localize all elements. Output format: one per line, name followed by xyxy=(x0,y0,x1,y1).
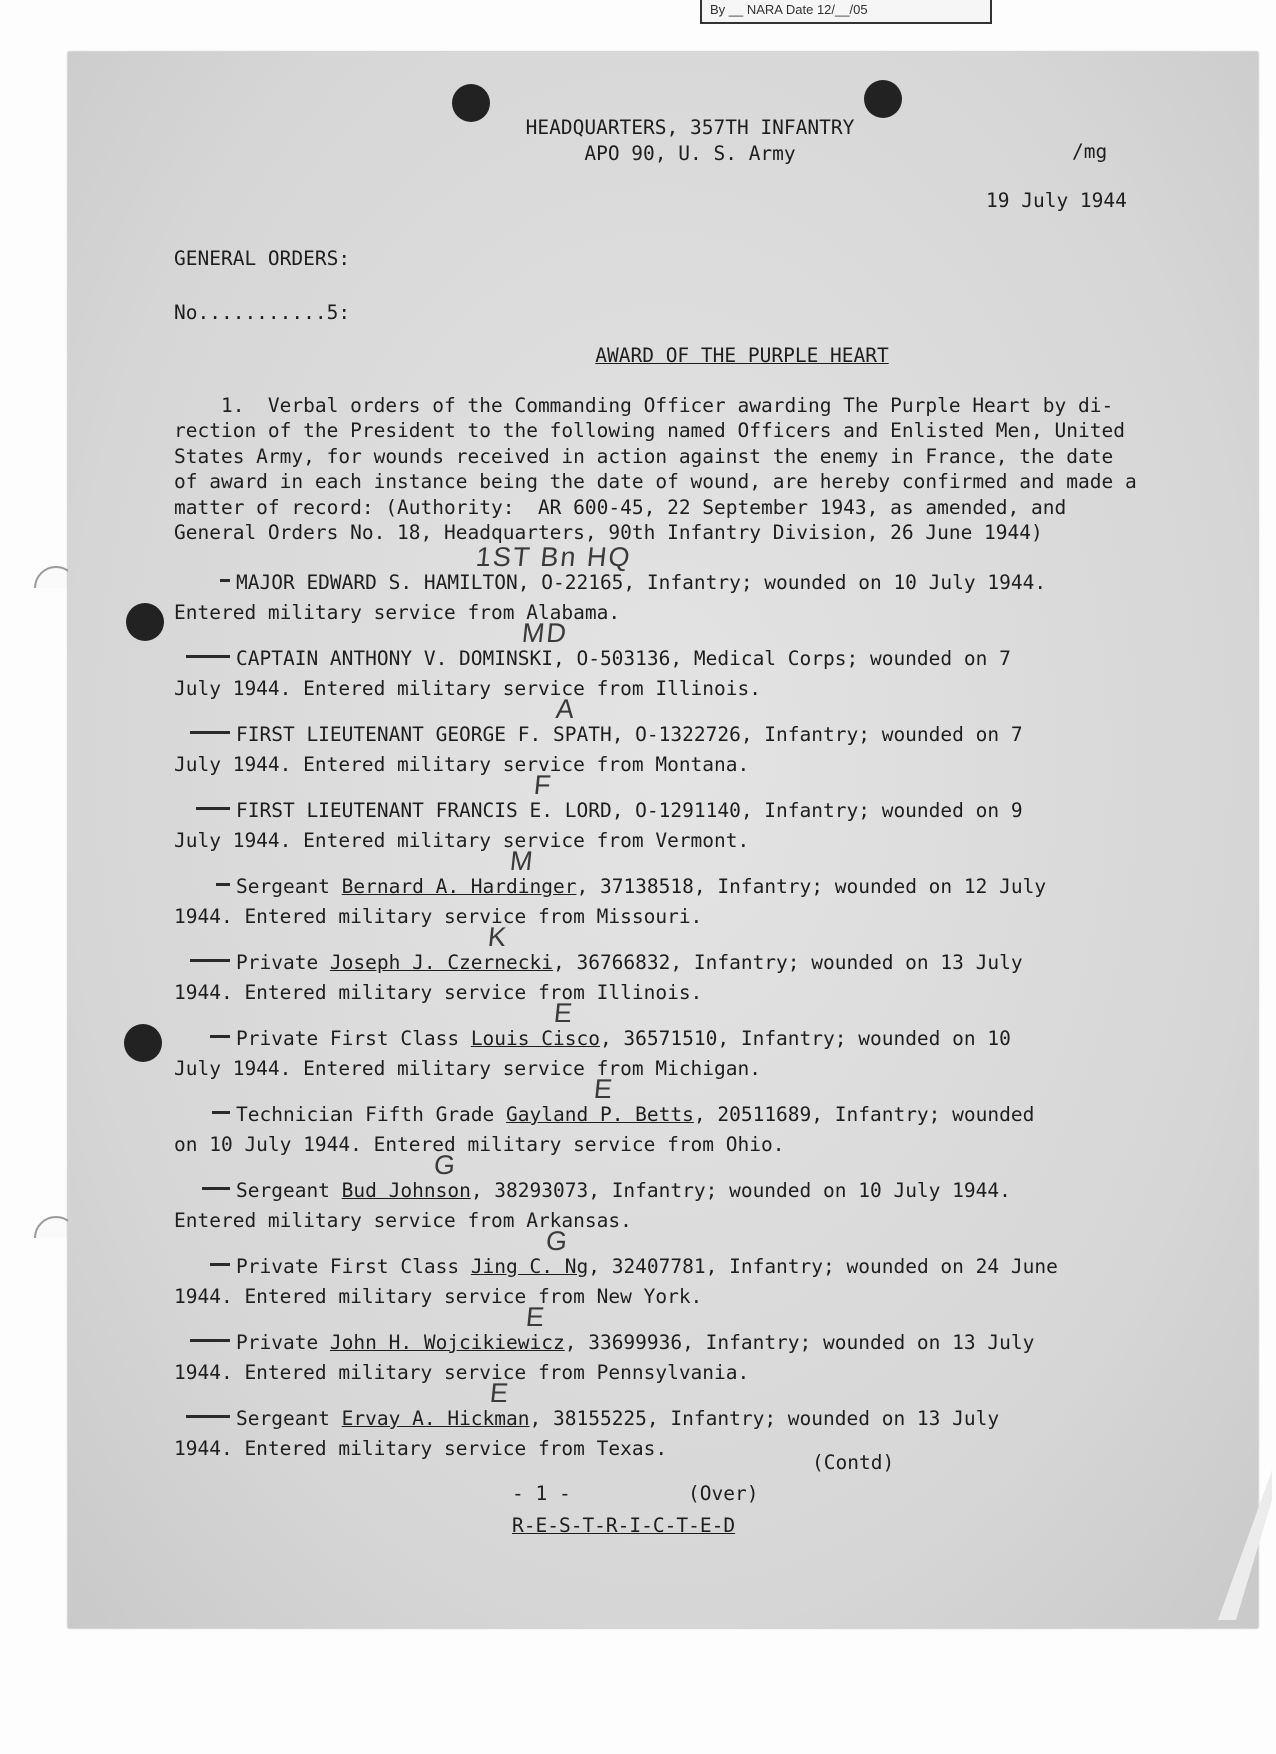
entry-details: , 32407781, Infantry; wounded on 24 June xyxy=(588,1255,1058,1278)
order-number: No...........5: xyxy=(174,301,351,324)
body-line: States Army, for wounds received in action against the enemy in France, the date xyxy=(174,444,1114,468)
header-unit: HEADQUARTERS, 357TH INFANTRY xyxy=(525,116,855,139)
award-entry xyxy=(236,649,1011,669)
award-entry-service: July 1944. Entered military service from Vermont. xyxy=(174,829,750,852)
entry-details: , O-1322726, Infantry; wounded on 7 xyxy=(611,723,1023,746)
award-entry xyxy=(236,877,1046,897)
award-entry xyxy=(236,1333,1034,1353)
rank-label: Sergeant xyxy=(236,1179,342,1202)
award-entry xyxy=(236,1257,1058,1277)
handwritten-unit-mark: K xyxy=(486,922,510,952)
award-entry xyxy=(236,725,1023,745)
award-entry-service: July 1944. Entered military service from Michigan. xyxy=(174,1057,761,1080)
award-entry-service: Entered military service from Arkansas. xyxy=(174,1209,632,1232)
check-mark xyxy=(212,1111,230,1114)
punch-hole xyxy=(864,80,902,118)
check-mark xyxy=(186,1415,230,1418)
recipient-name: Joseph J. Czernecki xyxy=(329,951,553,974)
handwritten-unit-mark: MD xyxy=(520,618,570,648)
entry-details: , 36766832, Infantry; wounded on 13 July xyxy=(552,951,1023,974)
award-entry xyxy=(236,953,1023,973)
award-entry-service: 1944. Entered military service from Illinois. xyxy=(174,981,703,1004)
order-date: 19 July 1944 xyxy=(986,189,1127,212)
handwritten-unit-mark: E xyxy=(592,1074,616,1104)
rank-label: FIRST LIEUTENANT GEORGE F. SPATH xyxy=(236,723,612,746)
handwritten-unit-mark: E xyxy=(524,1302,548,1332)
punch-hole xyxy=(126,603,164,641)
punch-hole xyxy=(124,1024,162,1062)
handwritten-unit-mark: A xyxy=(554,694,578,724)
handwritten-unit-mark: M xyxy=(508,846,537,876)
award-entry-service: on 10 July 1944. Entered military service from Ohio. xyxy=(174,1133,785,1156)
body-line: matter of record: (Authority: AR 600-45, 22 September 1943, as amended, and xyxy=(174,495,1067,519)
award-entry-service: July 1944. Entered military service from Illinois. xyxy=(174,677,761,700)
classification-marking: R-E-S-T-R-I-C-T-E-D xyxy=(512,1514,736,1537)
recipient-name: Ervay A. Hickman xyxy=(341,1407,530,1430)
award-entry xyxy=(236,801,1023,821)
recipient-name: Louis Cisco xyxy=(470,1027,600,1050)
entry-details: , O-22165, Infantry; wounded on 10 July 1944. xyxy=(517,571,1047,594)
header-apo: APO 90, U. S. Army xyxy=(584,142,796,165)
award-entry xyxy=(236,573,1046,593)
typist-initials: /mg xyxy=(1072,140,1108,163)
recipient-name: Bernard A. Hardinger xyxy=(341,875,577,898)
recipient-name: John H. Wojcikiewicz xyxy=(329,1331,565,1354)
rank-label: Private xyxy=(236,1331,330,1354)
rank-label: Sergeant xyxy=(236,875,342,898)
check-mark xyxy=(190,959,230,962)
entry-details: , 33699936, Infantry; wounded on 13 July xyxy=(564,1331,1035,1354)
check-mark xyxy=(190,731,230,734)
award-entry xyxy=(236,1105,1034,1125)
rank-label: MAJOR EDWARD S. HAMILTON xyxy=(236,571,518,594)
body-line: rection of the President to the following named Officers and Enlisted Men, United xyxy=(174,419,1125,443)
body-line: of award in each instance being the date of wound, are hereby confirmed and made a xyxy=(174,470,1137,494)
check-mark xyxy=(196,807,230,810)
award-entry xyxy=(236,1409,999,1429)
general-orders-label: GENERAL ORDERS: xyxy=(174,247,351,270)
check-mark xyxy=(210,1263,230,1266)
recipient-name: Jing C. Ng xyxy=(470,1255,589,1278)
entry-details: , O-503136, Medical Corps; wounded on 7 xyxy=(552,647,1011,670)
award-entry xyxy=(236,1029,1011,1049)
rank-label: FIRST LIEUTENANT FRANCIS E. LORD xyxy=(236,799,612,822)
award-entry-service: 1944. Entered military service from Texas. xyxy=(174,1437,668,1460)
handwritten-unit-mark: 1ST Bn HQ xyxy=(474,542,634,572)
archive-stamp: By __ NARA Date 12/__/05 xyxy=(700,0,992,24)
award-entry-service: 1944. Entered military service from Pennsylvania. xyxy=(174,1361,750,1384)
check-mark xyxy=(220,579,230,582)
award-entry-service: Entered military service from Alabama. xyxy=(174,601,621,624)
rank-label: Private First Class xyxy=(236,1027,471,1050)
continued-note: (Contd) xyxy=(812,1451,895,1474)
rank-label: Sergeant xyxy=(236,1407,342,1430)
entry-details: , 36571510, Infantry; wounded on 10 xyxy=(599,1027,1011,1050)
check-mark xyxy=(190,1339,230,1342)
handwritten-unit-mark: G xyxy=(544,1226,571,1256)
check-mark xyxy=(216,883,230,886)
award-entry xyxy=(236,1181,1011,1201)
entry-details: , O-1291140, Infantry; wounded on 9 xyxy=(611,799,1023,822)
punch-hole xyxy=(452,84,490,122)
award-entry-service: 1944. Entered military service from New York. xyxy=(174,1285,703,1308)
body-line: General Orders No. 18, Headquarters, 90th Infantry Division, 26 June 1944) xyxy=(174,521,1043,544)
rank-label: Private First Class xyxy=(236,1255,471,1278)
handwritten-unit-mark: F xyxy=(532,770,555,800)
rank-label: CAPTAIN ANTHONY V. DOMINSKI xyxy=(236,647,553,670)
body-line: 1. Verbal orders of the Commanding Officer awarding The Purple Heart by di- xyxy=(174,394,1114,417)
entry-details: , 37138518, Infantry; wounded on 12 July xyxy=(576,875,1047,898)
rank-label: Technician Fifth Grade xyxy=(236,1103,507,1126)
check-mark xyxy=(202,1187,230,1190)
award-entry-service: 1944. Entered military service from Missouri. xyxy=(174,905,703,928)
over-note: (Over) xyxy=(688,1482,759,1505)
handwritten-unit-mark: E xyxy=(488,1378,512,1408)
handwritten-unit-mark: E xyxy=(552,998,576,1028)
rank-label: Private xyxy=(236,951,330,974)
document-title: AWARD OF THE PURPLE HEART xyxy=(595,344,889,367)
entry-details: , 20511689, Infantry; wounded xyxy=(693,1103,1035,1126)
recipient-name: Bud Johnson xyxy=(341,1179,471,1202)
page-number: - 1 - xyxy=(512,1482,571,1505)
handwritten-unit-mark: G xyxy=(432,1150,459,1180)
check-mark xyxy=(186,655,230,658)
entry-details: , 38155225, Infantry; wounded on 13 July xyxy=(529,1407,1000,1430)
award-entry-service: July 1944. Entered military service from Montana. xyxy=(174,753,750,776)
entry-details: , 38293073, Infantry; wounded on 10 July 1944. xyxy=(470,1179,1011,1202)
check-mark xyxy=(210,1035,230,1038)
recipient-name: Gayland P. Betts xyxy=(506,1103,694,1126)
